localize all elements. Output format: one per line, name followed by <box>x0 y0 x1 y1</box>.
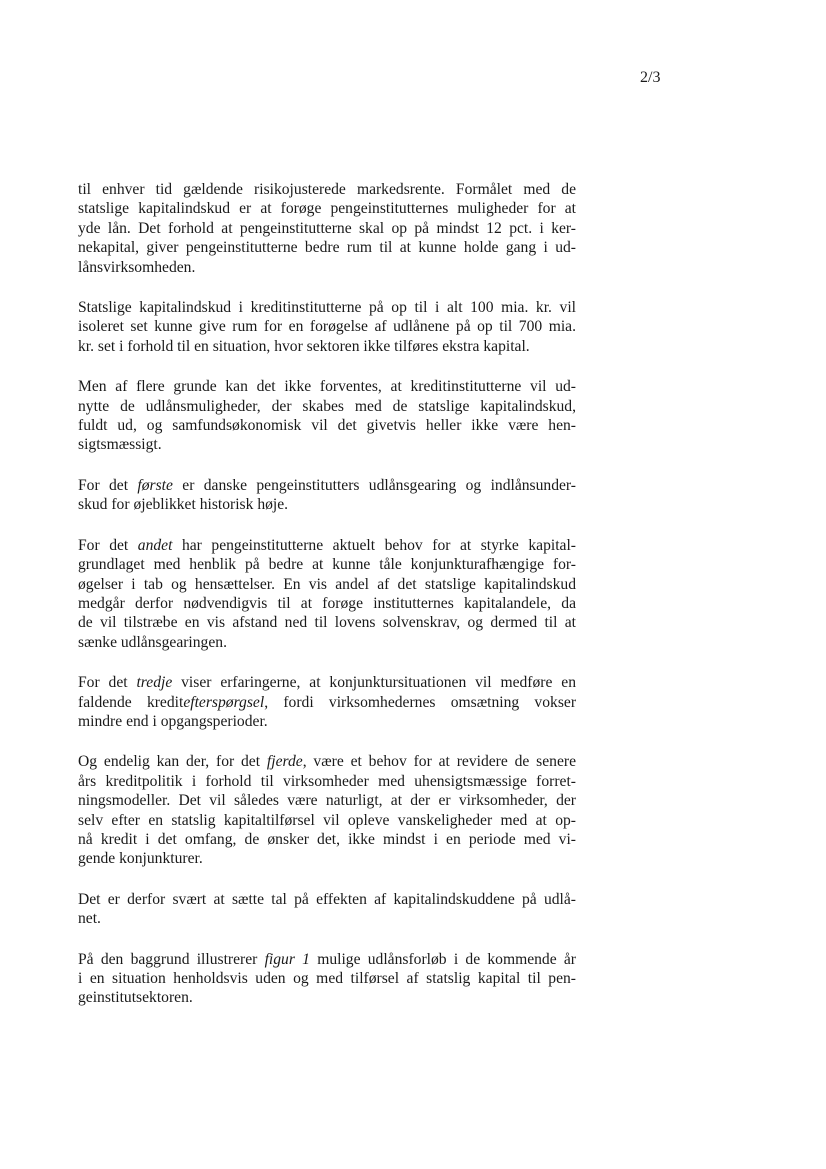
text-line: til enhver tid gældende risikojusterede markedsrente. Formålet med de <box>78 181 576 198</box>
text-run: viser erfaringerne, at konjunktursituationen vil medføre en <box>172 674 576 692</box>
text-line: gende konjunkturer. <box>78 850 203 868</box>
text-line: nytte de udlånsmuligheder, der skabes med de statslige kapitalindskud, <box>78 397 576 415</box>
paragraph-9 <box>78 950 576 1008</box>
text-line <box>78 950 576 969</box>
text-run: For det <box>78 476 138 494</box>
text-line: års kreditpolitik i forhold til virksomheder med uhensigtsmæssige forret- <box>78 772 576 790</box>
text-line: nå kredit i det omfang, de ønsker det, ikke mindst i en periode med vi- <box>78 830 576 848</box>
text-run: , fordi virksomhedernes omsætning vokser <box>264 693 577 711</box>
document-body <box>78 180 576 1029</box>
paragraph-5 <box>78 536 576 652</box>
text-line <box>78 693 576 712</box>
text-line: Statslige kapitalindskud i kreditinstitutterne på op til i alt 100 mia. kr. vil <box>78 299 576 317</box>
emphasis-second: andet <box>137 536 173 554</box>
paragraph-1 <box>78 180 576 277</box>
paragraph-3 <box>78 377 576 455</box>
text-line: øgelser i tab og hensættelser. En vis andel af det statslige kapitalindskud <box>78 575 576 593</box>
text-line <box>78 673 576 692</box>
text-line: nekapital, giver pengeinstitutterne bedre rum til at kunne holde gang i ud- <box>78 239 576 257</box>
text-run: faldende kredit <box>78 693 184 711</box>
text-line <box>78 536 576 555</box>
text-line: selv efter en statslig kapitaltilførsel vil opleve vanskeligheder med at op- <box>78 811 576 829</box>
text-line: sænke udlånsgearingen. <box>78 633 227 651</box>
text-run: mulige udlånsforløb i de kommende år <box>309 950 576 968</box>
text-run: For det <box>78 536 138 554</box>
emphasis-fourth: fjerde <box>266 753 303 771</box>
paragraph-7 <box>78 752 576 868</box>
text-run: På den baggrund illustrerer <box>78 950 265 968</box>
text-line: i en situation henholdsvis uden og med tilførsel af statslig kapital til pen- <box>78 970 576 987</box>
paragraph-2 <box>78 298 576 356</box>
emphasis-first: første <box>137 476 173 494</box>
text-line: geinstitutsektoren. <box>78 989 193 1007</box>
text-line <box>78 476 576 495</box>
text-line: net. <box>78 910 101 928</box>
text-line: ningsmodeller. Det vil således være naturligt, at der er virksomheder, der <box>78 792 576 810</box>
text-line: Men af flere grunde kan det ikke forventes, at kreditinstitutterne vil ud- <box>78 378 576 396</box>
paragraph-8 <box>78 890 576 929</box>
text-line: yde lån. Det forhold at pengeinstitutterne skal op på mindst 12 pct. i ker- <box>78 219 576 237</box>
text-run: har pengeinstitutterne aktuelt behov for at styrke kapital- <box>172 536 576 554</box>
paragraph-4 <box>78 476 576 515</box>
text-line: fuldt ud, og samfundsøkonomisk vil det givetvis heller ikke være hen- <box>78 417 576 435</box>
text-line: medgår derfor nødvendigvis til at forøge institutternes kapitalandele, da <box>78 594 576 612</box>
text-run: Og endelig kan der, for det <box>78 753 267 771</box>
page-number: 2/3 <box>640 69 661 86</box>
text-line: statslige kapitalindskud er at forøge pengeinstitutternes muligheder for at <box>78 200 576 218</box>
emphasis-third: tredje <box>136 674 173 692</box>
text-line: sigtsmæssigt. <box>78 436 162 454</box>
text-line: isoleret set kunne give rum for en forøgelse af udlånene på op til 700 mia. <box>78 318 576 336</box>
text-line: kr. set i forhold til en situation, hvor sektoren ikke tilføres ekstra kapital. <box>78 337 530 355</box>
paragraph-6 <box>78 673 576 731</box>
text-line: de vil tilstræbe en vis afstand ned til lovens solvenskrav, og dermed til at <box>78 614 576 632</box>
text-line <box>78 752 576 771</box>
text-line: mindre end i opgangsperioder. <box>78 712 268 730</box>
emphasis-figure-ref: figur 1 <box>264 950 310 968</box>
text-line: grundlaget med henblik på bedre at kunne tåle konjunkturafhængige for- <box>78 556 576 574</box>
text-line: Det er derfor svært at sætte tal på effekten af kapitalindskuddene på udlå- <box>78 890 576 908</box>
text-run: For det <box>78 674 137 692</box>
text-run: , være et behov for at revidere de senere <box>302 753 577 771</box>
text-line: lånsvirksomheden. <box>78 258 196 276</box>
emphasis-demand: efterspørgsel <box>183 693 265 711</box>
text-run: er danske pengeinstitutters udlånsgearing og indlånsunder- <box>172 476 576 494</box>
text-line: skud for øjeblikket historisk høje. <box>78 496 289 514</box>
